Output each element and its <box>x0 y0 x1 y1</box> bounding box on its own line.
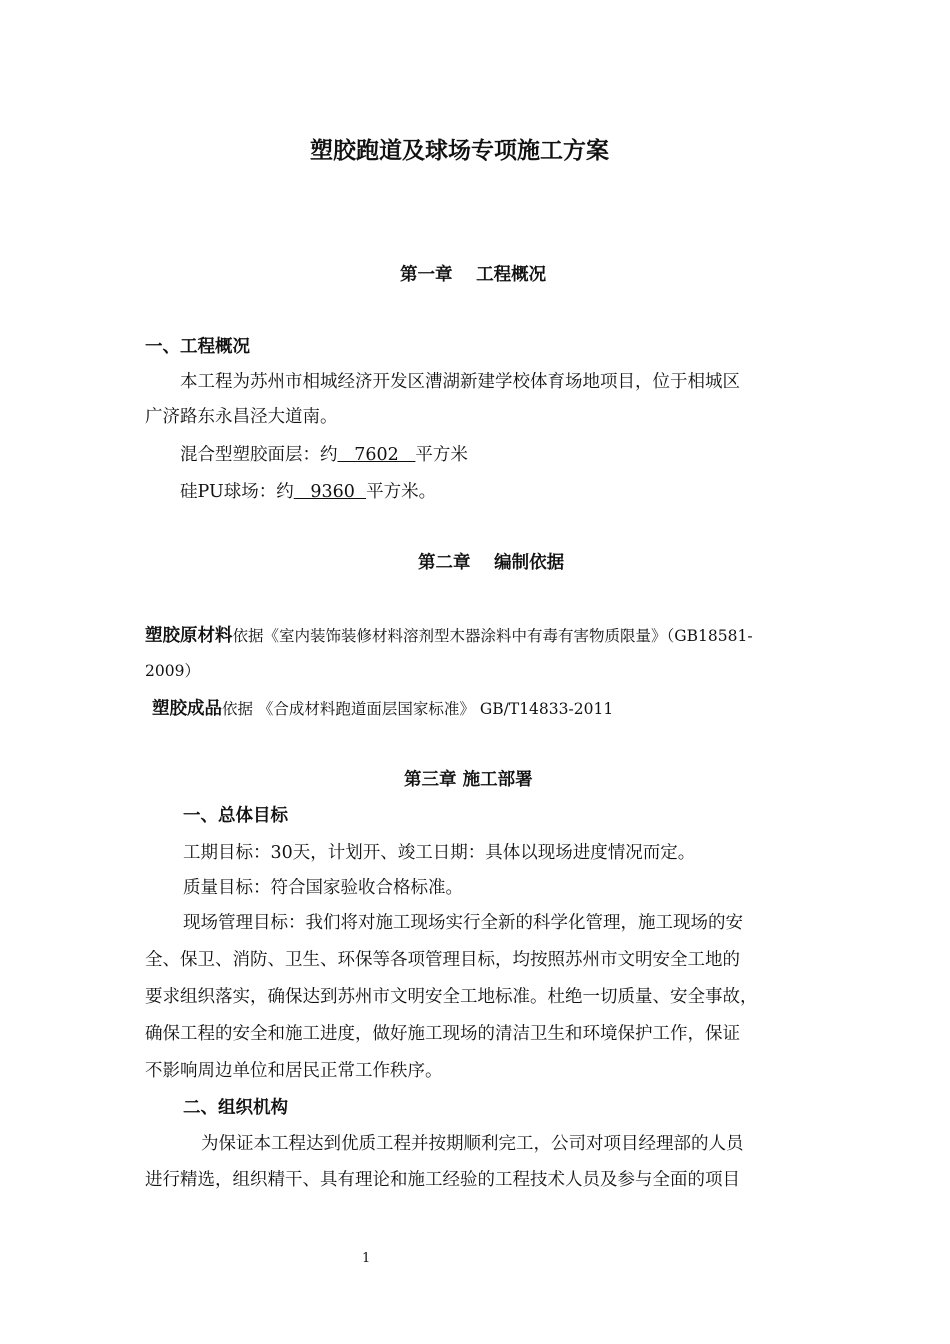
organization-line2: 进行精选，组织精干、具有理论和施工经验的工程技术人员及参与全面的项目 <box>145 1170 740 1190</box>
goal-site-line2: 全、保卫、消防、卫生、环保等各项管理目标，均按照苏州市文明安全工地的 <box>145 950 740 970</box>
organization-line1: 为保证本工程达到优质工程并按期顺利完工，公司对项目经理部的人员 <box>201 1134 744 1154</box>
chapter-1-heading: 第一章 工程概况 <box>400 265 547 285</box>
goal-schedule: 工期目标：30天，计划开、竣工日期：具体以现场进度情况而定。 <box>183 843 696 863</box>
basis-finished-product-text: 依据 《合成材料跑道面层国家标准》 GB/T14833-2011 <box>222 700 614 718</box>
basis-raw-material-line2: 2009） <box>145 662 200 680</box>
goal-site-line5: 不影响周边单位和居民正常工作秩序。 <box>145 1061 443 1081</box>
chapter-2-heading: 第二章 编制依据 <box>418 553 565 573</box>
basis-finished-product-label: 塑胶成品 <box>152 699 222 719</box>
section-heading-overview: 一、工程概况 <box>145 337 250 357</box>
paragraph-project-location-line2: 广济路东永昌泾大道南。 <box>145 407 338 427</box>
area-value: 7602 <box>337 445 416 465</box>
section-heading-organization: 二、组织机构 <box>183 1098 288 1118</box>
document-title: 塑胶跑道及球场专项施工方案 <box>310 138 609 164</box>
area-unit: 平方米。 <box>366 482 437 502</box>
area-line-pu-court <box>180 480 436 504</box>
basis-finished-product <box>152 697 613 721</box>
goal-site-line3: 要求组织落实，确保达到苏州市文明安全工地标准。杜绝一切质量、安全事故， <box>145 987 758 1007</box>
paragraph-project-location-line1: 本工程为苏州市相城经济开发区漕湖新建学校体育场地项目，位于相城区 <box>180 372 740 392</box>
area-label: 混合型塑胶面层：约 <box>180 445 338 465</box>
basis-raw-material <box>145 624 753 648</box>
section-heading-goals: 一、总体目标 <box>183 806 288 826</box>
page-number: 1 <box>362 1251 371 1266</box>
chapter-3-heading: 第三章 施工部署 <box>404 770 533 790</box>
goal-site-line1: 现场管理目标：我们将对施工现场实行全新的科学化管理，施工现场的安 <box>183 913 743 933</box>
area-label: 硅PU球场：约 <box>180 482 294 502</box>
goal-site-line4: 确保工程的安全和施工进度，做好施工现场的清洁卫生和环境保护工作，保证 <box>145 1024 740 1044</box>
basis-raw-material-label: 塑胶原材料 <box>145 626 233 646</box>
goal-quality: 质量目标：符合国家验收合格标准。 <box>183 878 463 898</box>
basis-raw-material-text: 依据《室内装饰装修材料溶剂型木器涂料中有毒有害物质限量》（GB18581- <box>232 627 753 645</box>
area-value: 9360 <box>293 482 367 502</box>
area-line-rubber-surface <box>180 443 468 467</box>
area-unit: 平方米 <box>415 445 468 465</box>
